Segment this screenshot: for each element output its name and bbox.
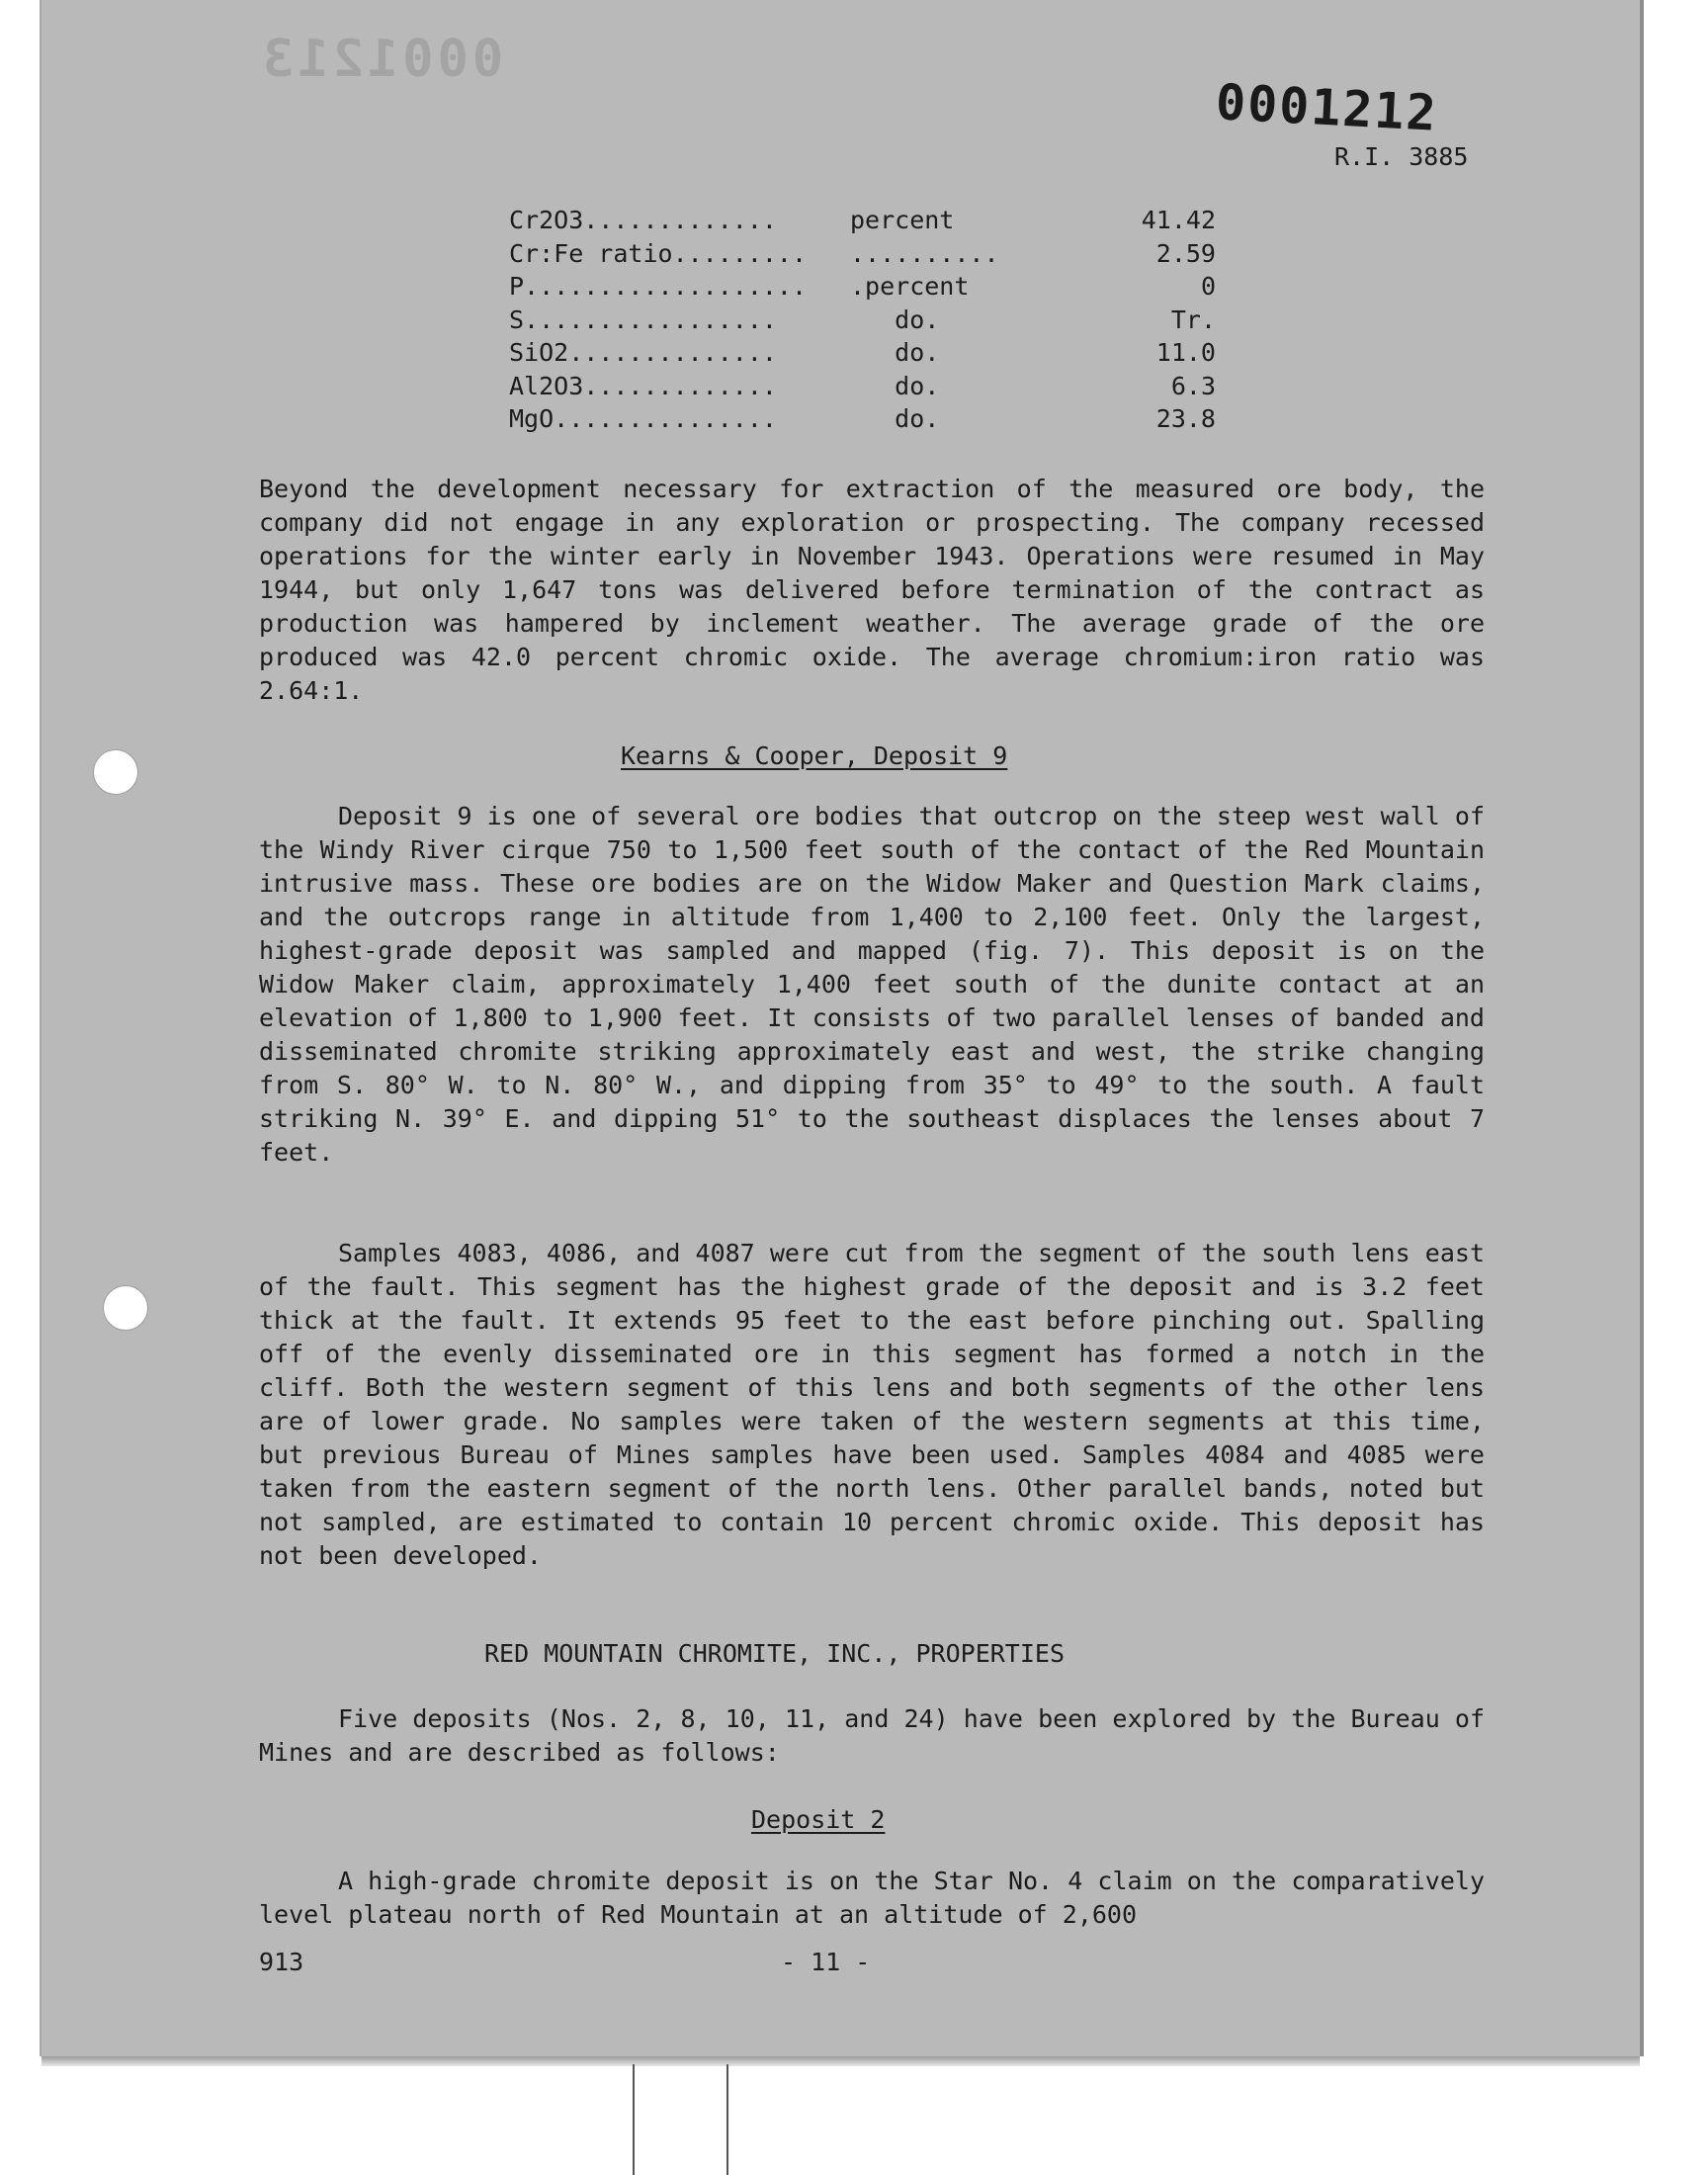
analysis-unit: .......... [850,238,999,268]
analysis-unit: do. [850,404,940,434]
analysis-row [509,204,1216,237]
analysis-row [509,237,1216,271]
analysis-label: S................. [509,304,777,334]
paragraph-deposit-9: Deposit 9 is one of several ore bodies that outcrop on the steep west wall of the Windy River cirque 750 to 1,500 feet south of the contact of the Red Mountain intrusive mass. These ore bodies are on the Widow Maker and Question Mark claims, and the outcrops range in altitude from 1,400 to 2,100 feet. Only the largest, highest-grade deposit was sampled and mapped (fig. 7). This deposit is on the Widow Maker claim, approximately 1,400 feet south of the dunite contact at an elevation of 1,800 to 1,900 feet. It consists of two parallel lenses of banded and disseminated chromite striking approximately east and west, the strike changing from S. 80° W. to N. 80° W., and dipping from 35° to 49° to the south. A fault striking N. 39° E. and dipping 51° to the southeast displaces the lenses about 7 feet. [259,802,1485,1167]
analysis-row [509,336,1216,370]
paragraph-samples: Samples 4083, 4086, and 4087 were cut from the segment of the south lens east of the fault. This segment has the highest grade of the deposit and is 3.2 feet thick at the fault. It extends 95 feet to the east before pinching out. Spalling off of the evenly disseminated ore in this segment has formed a notch in the cliff. Both the western segment of this lens and both segments of the other lens are of lower grade. No samples were taken of the western segments at this time, but previous Bureau of Mines samples have been used. Samples 4084 and 4085 were taken from the eastern segment of the north lens. Other parallel bands, noted but not sampled, are estimated to contain 10 percent chromic oxide. This deposit has not been developed. [259,1239,1485,1570]
binder-hole [93,749,138,795]
binder-hole [103,1285,148,1331]
analysis-unit: percent [850,206,955,235]
analysis-row [509,370,1216,403]
page-number: - 11 - [781,1948,871,1976]
analysis-value: 2.59 [1155,238,1216,268]
page-bottom-edge [42,2056,1640,2066]
analysis-row [509,270,1216,304]
paragraph-deposits-intro: Five deposits (Nos. 2, 8, 10, 11, and 24) have been explored by the Bureau of Mines and are described as follows: [259,1704,1485,1767]
analysis-unit: do. [850,371,940,400]
analysis-unit: do. [850,338,940,368]
analysis-unit: .percent [850,272,970,302]
paragraph-operations: Beyond the development necessary for extraction of the measured ore body, the company did not engage in any exploration or prospecting. The company recessed operations for the winter early in November 1943. Operations were resumed in May 1944, but only 1,647 tons was delivered before termination of the contract as production was hampered by inclement weather. The average grade of the ore produced was 42.0 percent chromic oxide. The average chromium:iron ratio was 2.64:1. [259,475,1485,705]
analysis-table [509,204,1216,436]
background-crease-line [726,2064,728,2175]
analysis-value: 23.8 [1155,404,1216,434]
bleed-through-stamp: 0001213 [259,30,504,89]
paragraph-deposit-2: A high-grade chromite deposit is on the Star No. 4 claim on the comparatively level plateau north of Red Mountain at an altitude of 2,600 [259,1867,1485,1929]
section-heading-deposit-2: Deposit 2 [751,1805,886,1834]
analysis-value: 0 [1200,272,1216,302]
background-crease-line [633,2064,635,2175]
analysis-row [509,304,1216,337]
analysis-label: P................... [509,272,808,302]
analysis-row [509,402,1216,436]
analysis-value: 41.42 [1141,206,1216,235]
footer-report-number: 913 [259,1948,304,1976]
analysis-value: 6.3 [1170,371,1216,400]
report-id: R.I. 3885 [1334,142,1469,171]
analysis-unit: do. [850,304,940,334]
analysis-value: 11.0 [1155,338,1216,368]
document-number-stamp: 0001212 [1214,73,1440,142]
section-heading-properties: RED MOUNTAIN CHROMITE, INC., PROPERTIES [484,1639,1065,1668]
analysis-label: Cr:Fe ratio......... [509,238,808,268]
analysis-label: Cr2O3............. [509,206,777,235]
analysis-label: MgO............... [509,404,777,434]
analysis-label: Al2O3............. [509,371,777,400]
analysis-value: Tr. [1170,304,1216,334]
section-heading-deposit-9: Kearns & Cooper, Deposit 9 [621,741,1008,770]
analysis-label: SiO2.............. [509,338,777,368]
